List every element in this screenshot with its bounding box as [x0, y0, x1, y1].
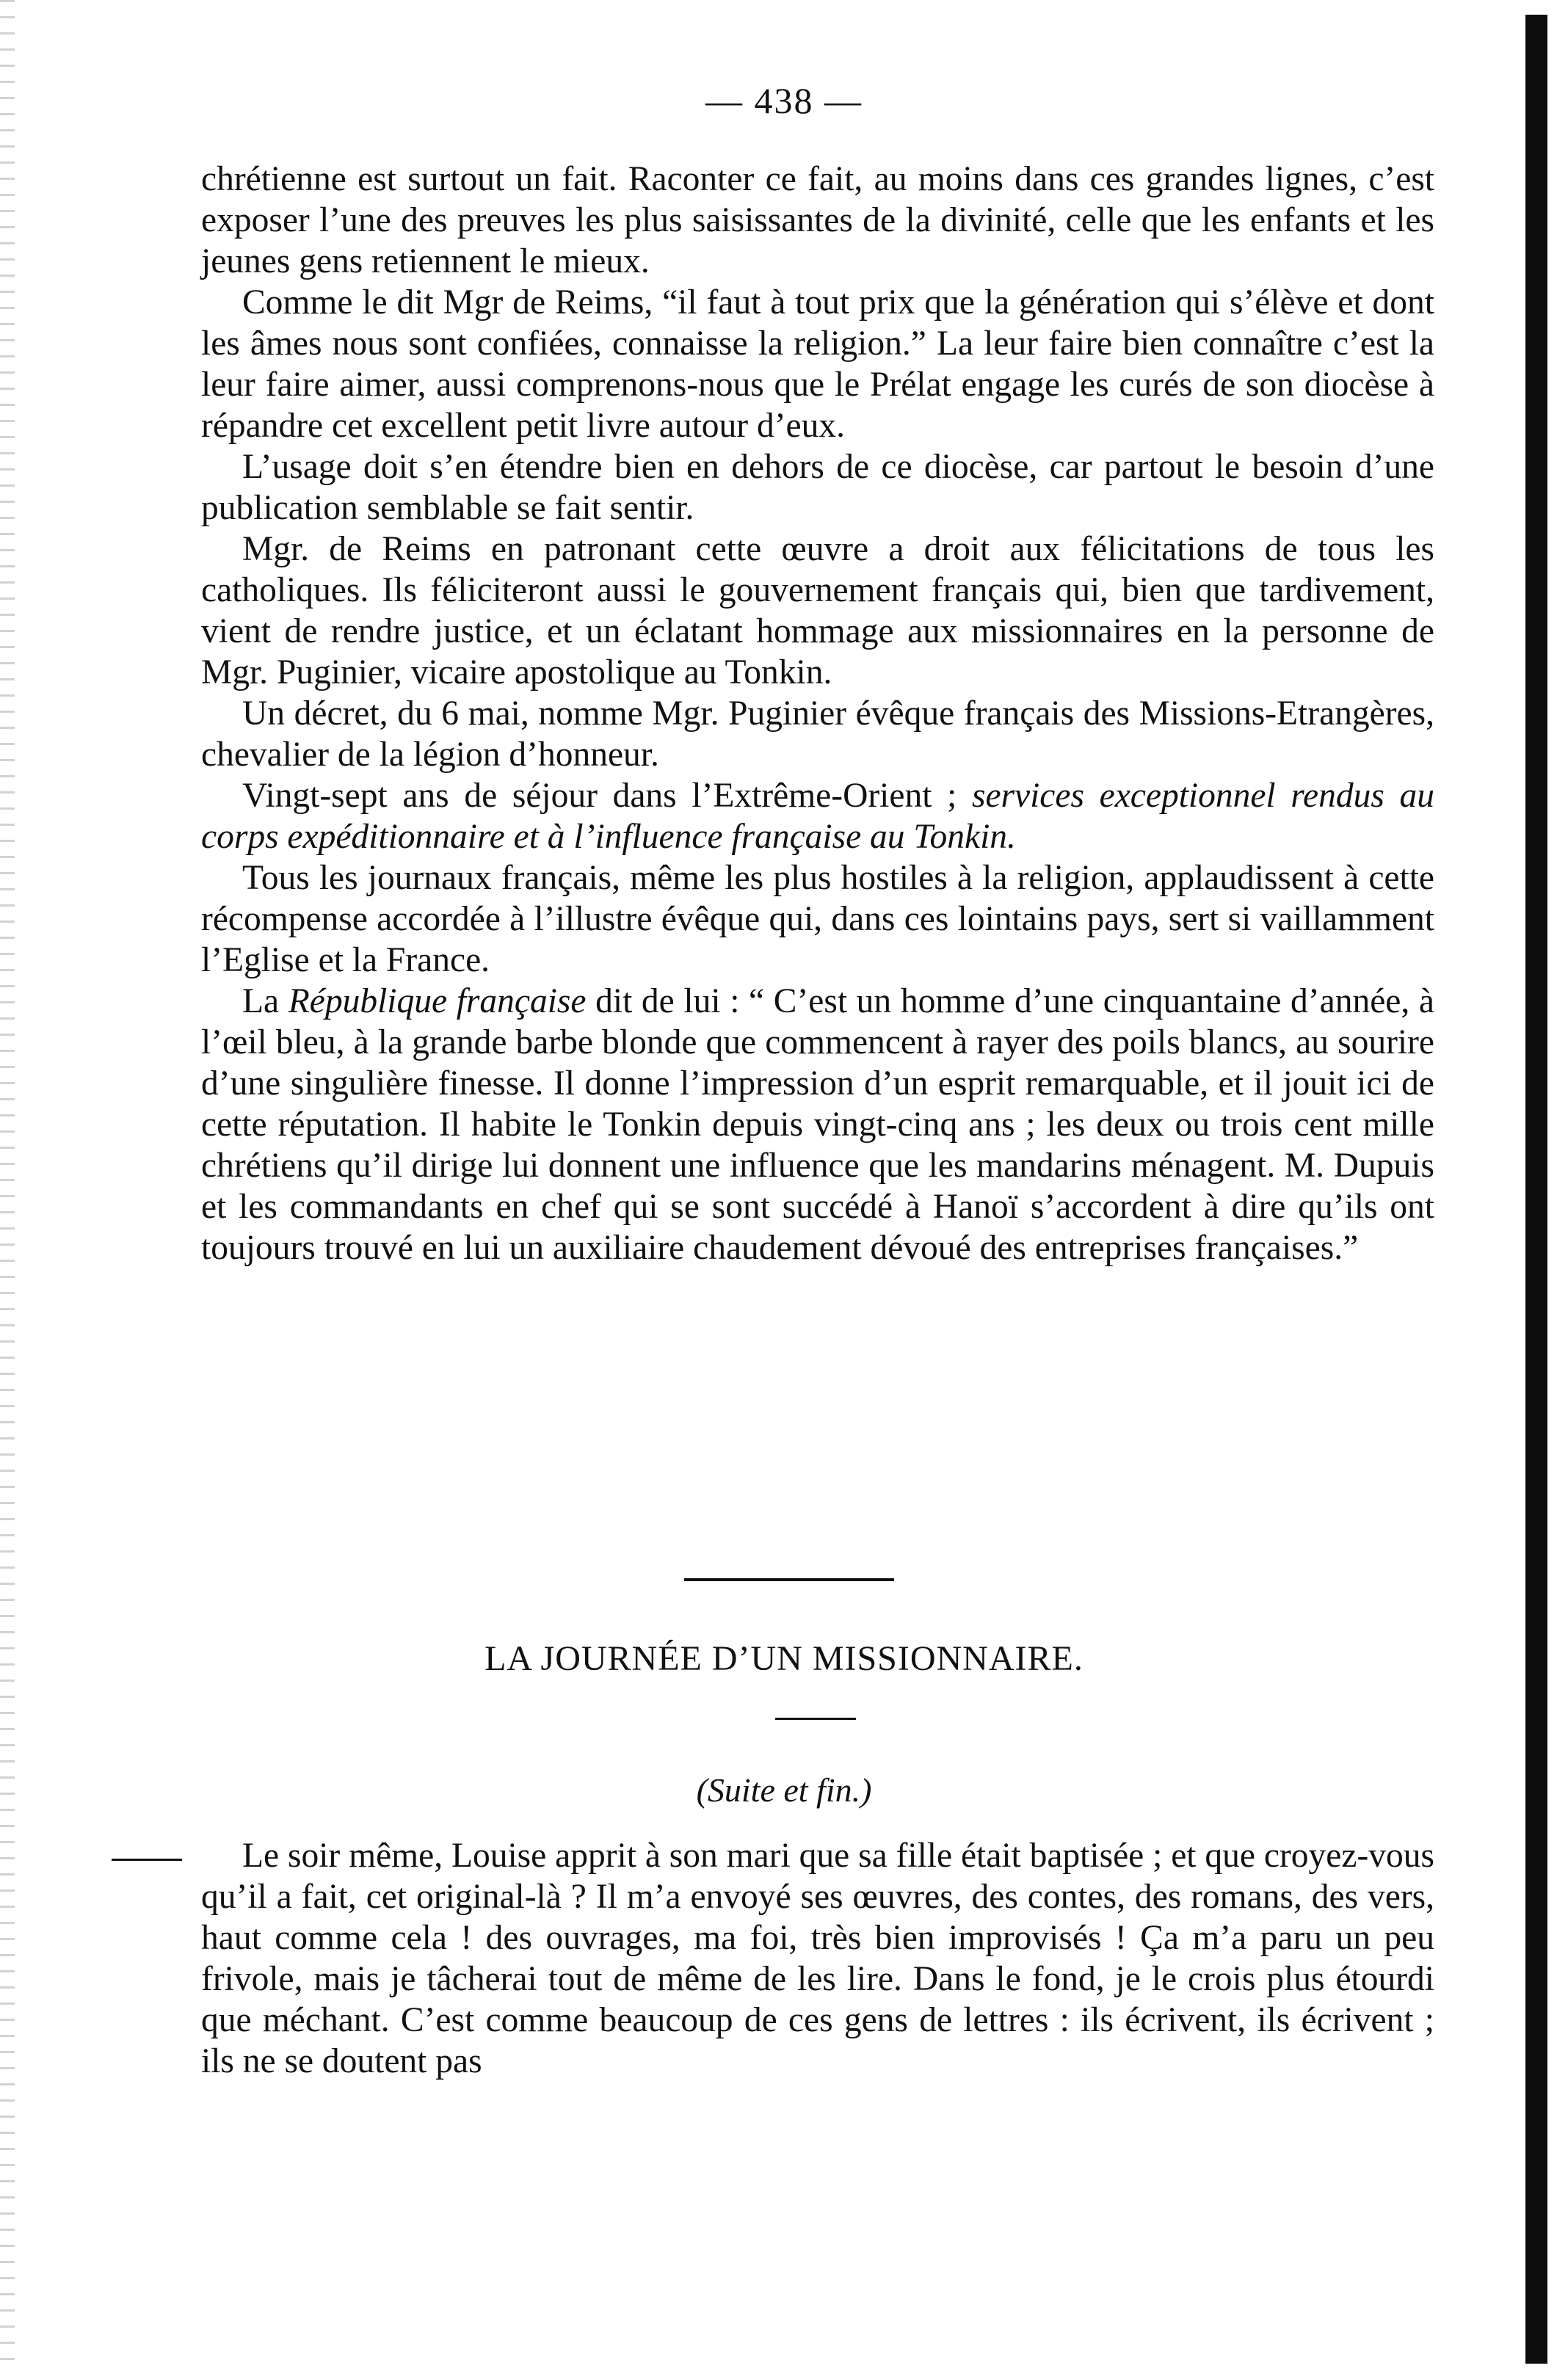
- margin-mark: [112, 1859, 182, 1861]
- paragraph-5: Un décret, du 6 mai, nomme Mgr. Puginier évêque français des Missions-Etrangères, chevalier de la légion d’honneur.: [201, 694, 1434, 774]
- paragraph-8-quote: dit de lui : “ C’est un homme d’une cinquantaine d’année, à l’œil bleu, à la grande barbe blonde que commencent à rayer des poils blancs, au sourire d’une singulière finesse. Il donne l’impression d’un esprit remarquable, et il jouit ici de cette réputation. Il habite le Tonkin depuis vingt-cinq ans ; les deux ou trois cent mille chrétiens qu’il dirige lui donnent une influence que les mandarins ménagent. M. Dupuis et les commandants en chef qui se sont succédé à Hanoï s’accordent à dire qu’ils ont toujours trouvé en lui un auxiliaire chaudement dévoué des entreprises françaises.”: [201, 982, 1434, 1267]
- paragraph-7: Tous les journaux français, même les plus hostiles à la religion, applaudissent à cette récompense accordée à l’illustre évêque qui, dans ces lointains pays, sert si vaillamment l’Eglise et la France.: [201, 859, 1434, 979]
- paragraph-8-lead: La: [242, 982, 288, 1020]
- paragraph-1: chrétienne est surtout un fait. Raconter ce fait, au moins dans ces grandes lignes, c’est exposer l’une des preuves les plus saisissantes de la divinité, celle que les enfants et les jeunes gens retiennent le mieux.: [201, 160, 1434, 280]
- page-number: — 438 —: [705, 80, 863, 121]
- section-heading: LA JOURNÉE D’UN MISSIONNAIRE.: [484, 1639, 1084, 1678]
- section-divider: [684, 1578, 894, 1581]
- paragraph-4: Mgr. de Reims en patronant cette œuvre a droit aux félicitations de tous les catholiques. Ils féliciteront aussi le gouvernement français qui, bien que tardivement, vient de rendre justice, et un éclatant hommage aux missionnaires en la personne de Mgr. Puginier, vicaire apostolique au Tonkin.: [201, 530, 1434, 691]
- paragraph-6-italic: services exceptionnel rendus au corps expéditionnaire et à l’influence française au Tonkin.: [201, 777, 1434, 856]
- paragraph-8: [201, 981, 1434, 1268]
- section-paragraph: Le soir même, Louise apprit à son mari que sa fille était baptisée ; et que croyez-vous qu’il a fait, cet original-là ? Il m’a envoyé ses œuvres, des contes, des romans, des vers, haut comme cela ! des ouvrages, ma foi, très bien improvisés ! Ça m’a paru un peu frivole, mais je tâcherai tout de même de les lire. Dans le fond, je le crois plus étourdi que méchant. C’est comme beaucoup de ces gens de lettres : ils écrivent, ils écrivent ; ils ne se doutent pas: [201, 1837, 1434, 2080]
- heading-underline: [775, 1718, 856, 1720]
- section-subheading: (Suite et fin.): [696, 1771, 872, 1809]
- page-edge-shadow: [0, 0, 15, 2371]
- paragraph-6-roman: Vingt-sept ans de séjour dans l’Extrême-Orient ;: [242, 777, 972, 815]
- paragraph-3: L’usage doit s’en étendre bien en dehors de ce diocèse, car partout le besoin d’une publication semblable se fait sentir.: [201, 448, 1434, 527]
- paragraph-6: [201, 775, 1434, 857]
- article-body: [201, 159, 1434, 1268]
- section-body: [201, 1835, 1434, 2082]
- binding-shadow-bar: [1525, 15, 1547, 2364]
- paragraph-2: Comme le dit Mgr de Reims, “il faut à tout prix que la génération qui s’élève et dont les âmes nous sont confiées, connaisse la religion.” La leur faire bien connaître c’est la leur faire aimer, aussi comprenons-nous que le Prélat engage les curés de son diocèse à répandre cet excellent petit livre autour d’eux.: [201, 283, 1434, 445]
- newspaper-title: République française: [288, 982, 587, 1020]
